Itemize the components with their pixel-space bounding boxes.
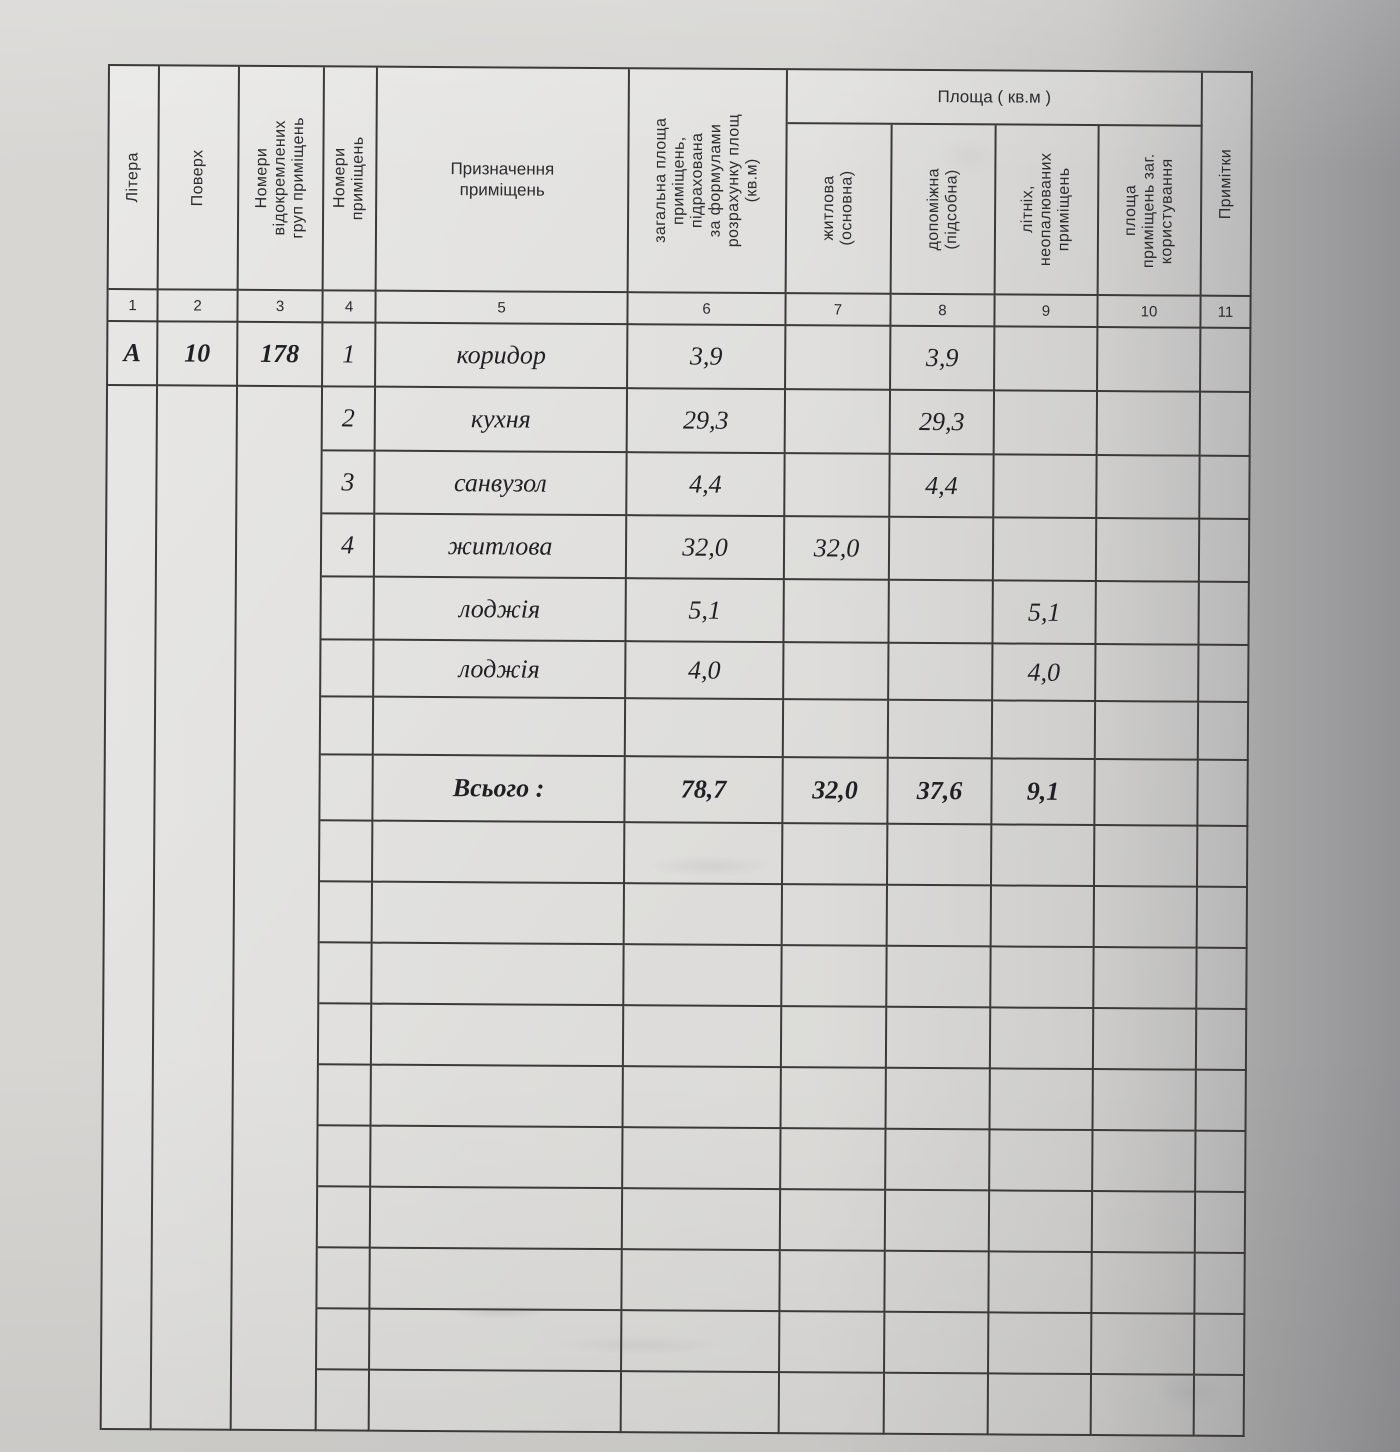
empty-cell (317, 1309, 370, 1370)
col-number-11: 11 (1201, 297, 1251, 329)
empty-cell (1199, 703, 1249, 761)
empty-cell (784, 700, 889, 759)
empty-cell (1092, 1314, 1195, 1376)
empty-cell (991, 947, 1094, 1009)
cell-total: 5,1 (626, 579, 784, 643)
col-header-room-numbers (324, 67, 378, 291)
empty-cell (622, 1250, 780, 1312)
empty-cell (374, 698, 626, 758)
col-header-poverh-label: Поверх (189, 149, 207, 206)
empty-cell (319, 943, 372, 1004)
cell-common (1097, 456, 1200, 520)
col-number-7: 7 (786, 294, 891, 327)
cell-common (1096, 582, 1199, 646)
empty-cell (624, 1006, 782, 1068)
empty-cell (370, 1310, 622, 1373)
empty-cell (990, 1130, 1093, 1192)
col-number-8: 8 (891, 295, 995, 328)
empty-cell (623, 1189, 781, 1251)
cell-aux (890, 518, 994, 582)
col-header-total-area-label: загальна площа приміщень, підрахована за формулами розрахунку площ (кв.м) (652, 114, 761, 248)
cell-purpose: санвузол (375, 452, 627, 517)
empty-cell (989, 1313, 1092, 1375)
empty-cell (1094, 1009, 1197, 1071)
empty-cell (371, 1188, 623, 1251)
empty-cell (1096, 702, 1199, 761)
cell-common (1098, 392, 1201, 457)
empty-cell (319, 1065, 372, 1126)
col-header-purpose (377, 68, 630, 294)
col-number-10: 10 (1098, 296, 1201, 329)
col-number-6: 6 (628, 293, 786, 326)
col-header-common-area (1099, 126, 1203, 297)
empty-cell (626, 699, 784, 758)
cell-no (321, 577, 374, 640)
empty-cell (782, 1068, 887, 1130)
cell-summer (995, 391, 1098, 456)
empty-cell (888, 886, 992, 948)
cell-total: 29,3 (628, 389, 786, 454)
cell-common (1098, 328, 1201, 393)
empty-cell (624, 1067, 782, 1129)
empty-cell (373, 883, 625, 946)
empty-cell (1095, 760, 1198, 827)
empty-cell (886, 1130, 990, 1192)
cell-living (784, 643, 889, 701)
empty-cell (1197, 1010, 1247, 1071)
col-header-purpose-label: Призначення приміщень (450, 158, 555, 200)
cell-living (786, 390, 891, 455)
empty-cell (990, 1191, 1093, 1253)
totals-living-cell: 32,0 (783, 758, 888, 825)
empty-cell (887, 1008, 991, 1070)
empty-cell (1094, 948, 1197, 1010)
col-header-living-label: житлова (основна) (820, 170, 856, 247)
column-litera-empty (102, 386, 158, 1430)
cell-no: 1 (323, 323, 376, 387)
empty-cell (782, 1007, 887, 1069)
empty-cell (1195, 1315, 1245, 1376)
empty-cell (372, 1005, 624, 1068)
cell-summer (994, 518, 1097, 582)
empty-cell (885, 1313, 989, 1375)
cell-common (1096, 645, 1199, 703)
empty-cell (782, 946, 887, 1008)
empty-cell (993, 701, 1096, 760)
empty-cell (887, 947, 991, 1009)
empty-cell (622, 1311, 780, 1373)
col-header-room-numbers-label: Номери приміщень (331, 136, 368, 221)
cell-total: 4,4 (627, 453, 785, 517)
empty-cell (320, 821, 373, 882)
col-header-notes (1202, 73, 1253, 297)
col-number-4: 4 (323, 291, 376, 323)
empty-cell (992, 825, 1095, 887)
cell-notes (1201, 329, 1251, 393)
cell-common (1097, 519, 1200, 583)
empty-cell (1093, 1192, 1196, 1254)
totals-aux-cell: 37,6 (888, 759, 992, 826)
empty-cell (886, 1191, 990, 1253)
empty-cell (783, 824, 888, 886)
col-header-summer-label: літніх, неопалюваних приміщень (1019, 153, 1073, 267)
empty-cell (317, 1248, 370, 1309)
empty-cell (321, 697, 374, 755)
col-header-auxiliary-label: допоміжна (підсобна) (924, 167, 961, 251)
empty-cell (317, 1370, 370, 1431)
empty-cell (783, 885, 888, 947)
col-number-9: 9 (995, 295, 1098, 328)
building-letter-cell: А (108, 322, 158, 386)
empty-cell (885, 1252, 989, 1314)
cell-purpose: коридор (376, 324, 628, 390)
empty-cell (1195, 1254, 1245, 1315)
empty-cell (623, 1128, 781, 1190)
empty-cell (1095, 826, 1198, 888)
building-group-number-cell: 178 (238, 323, 323, 388)
col-number-1: 1 (108, 290, 158, 322)
empty-cell (991, 1069, 1094, 1131)
cell-notes (1199, 583, 1249, 646)
building-floor-cell: 10 (158, 322, 238, 386)
empty-cell (371, 1127, 623, 1190)
empty-cell (1198, 761, 1248, 827)
area-group-header-label: Площа ( кв.м ) (937, 87, 1052, 108)
col-header-auxiliary (892, 125, 997, 296)
col-header-litera (109, 66, 160, 290)
cell-notes (1200, 520, 1250, 583)
empty-cell (1198, 827, 1248, 888)
cell-living (784, 580, 889, 644)
cell-purpose: лоджія (374, 578, 626, 643)
empty-cell (887, 1069, 991, 1131)
cell-notes (1200, 457, 1250, 520)
empty-cell (372, 944, 624, 1007)
empty-cell (1197, 949, 1247, 1010)
totals-total-cell: 78,7 (625, 757, 783, 824)
cell-no: 3 (322, 451, 375, 514)
cell-notes (1201, 393, 1251, 457)
empty-cell (1196, 1193, 1246, 1254)
empty-cell (889, 701, 993, 760)
cell-aux (889, 644, 993, 702)
empty-cell (622, 1372, 780, 1434)
cell-no: 4 (322, 514, 375, 577)
cell-no: 2 (323, 387, 376, 451)
empty-cell (318, 1187, 371, 1248)
empty-cell (992, 886, 1095, 948)
empty-cell (370, 1371, 622, 1434)
col-header-common-area-label: площа приміщень заг. користування (1122, 152, 1177, 268)
empty-cell (1094, 1070, 1197, 1132)
empty-cell (370, 1249, 622, 1312)
cell-summer: 4,0 (993, 644, 1096, 702)
cell-purpose: кухня (376, 388, 628, 454)
empty-cell (989, 1252, 1092, 1314)
empty-cell (372, 1066, 624, 1129)
cell-total: 32,0 (627, 516, 785, 580)
col-header-living (787, 124, 893, 295)
cell-aux (889, 581, 993, 645)
cell-aux: 29,3 (891, 391, 995, 456)
empty-cell (625, 884, 783, 946)
empty-cell (1196, 1071, 1246, 1132)
cell-purpose: житлова (375, 515, 627, 580)
empty-cell (991, 1008, 1094, 1070)
empty-cell (989, 1374, 1092, 1436)
empty-cell (320, 882, 373, 943)
empty-cell (1093, 1131, 1196, 1193)
empty-cell (625, 823, 783, 885)
empty-cell (1092, 1253, 1195, 1315)
cell-aux: 4,4 (890, 455, 994, 519)
area-group-header (788, 70, 1203, 127)
totals-summer-cell: 9,1 (992, 759, 1095, 826)
cell-aux: 3,9 (891, 327, 995, 392)
empty-cell (1092, 1375, 1195, 1437)
empty-cell (780, 1373, 885, 1435)
cell-summer (995, 327, 1098, 392)
col-header-group-numbers (239, 67, 325, 292)
empty-cell (320, 755, 373, 821)
empty-cell (1196, 1132, 1246, 1193)
col-header-summer (996, 125, 1100, 296)
empty-cell (1198, 888, 1248, 949)
empty-cell (781, 1190, 886, 1252)
col-header-group-numbers-label: Номери відокремлених груп приміщень (253, 117, 308, 239)
empty-cell (319, 1004, 372, 1065)
column-group-empty (232, 387, 323, 1431)
empty-cell (885, 1374, 989, 1436)
empty-cell (781, 1129, 886, 1191)
col-number-5: 5 (376, 292, 628, 326)
empty-cell (373, 822, 625, 885)
empty-cell (780, 1251, 885, 1313)
cell-living: 32,0 (785, 517, 890, 581)
empty-cell (888, 825, 992, 887)
col-header-total-area (629, 69, 788, 294)
col-header-litera-label: Літера (124, 151, 142, 203)
column-poverh-empty (152, 386, 238, 1430)
cell-summer: 5,1 (993, 581, 1096, 645)
cell-notes (1199, 646, 1249, 703)
empty-cell (1195, 1376, 1245, 1437)
col-number-3: 3 (238, 291, 323, 324)
empty-cell (624, 945, 782, 1007)
cell-total: 3,9 (628, 325, 786, 390)
cell-living (785, 454, 890, 518)
col-number-2: 2 (158, 290, 238, 322)
cell-no (321, 640, 374, 697)
col-header-poverh (159, 66, 240, 290)
totals-label-cell: Всього : (373, 756, 625, 824)
empty-cell (780, 1312, 885, 1374)
cell-summer (994, 455, 1097, 519)
empty-cell (1095, 887, 1198, 949)
cell-living (786, 326, 891, 391)
premises-area-table (100, 64, 1253, 1437)
cell-total: 4,0 (626, 642, 784, 700)
col-header-notes-label: Примітки (1216, 148, 1235, 220)
empty-cell (318, 1126, 371, 1187)
cell-purpose: лоджія (374, 641, 626, 700)
